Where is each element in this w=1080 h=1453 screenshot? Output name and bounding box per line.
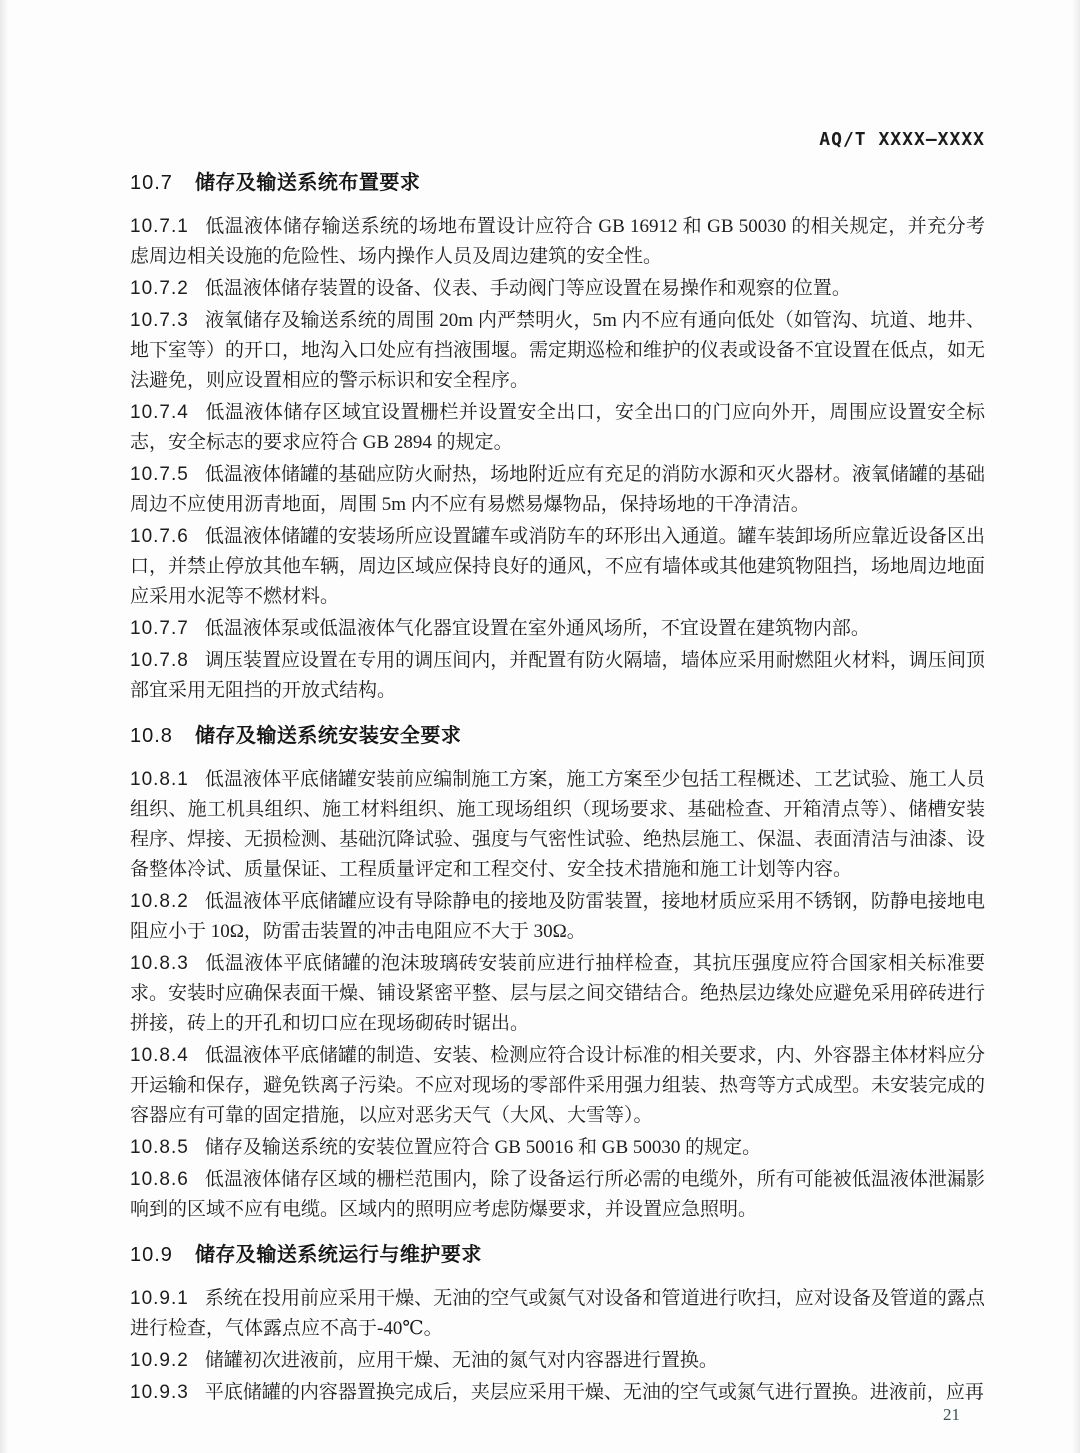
clause-text: 低温液体泵或低温液体气化器宜设置在室外通风场所，不宜设置在建筑物内部。 [204, 618, 870, 639]
page-number: 21 [943, 1405, 960, 1424]
clause [130, 460, 985, 520]
clause-text: 低温液体储存装置的设备、仪表、手动阀门等应设置在易操作和观察的位置。 [204, 278, 851, 299]
clause-number: 10.7.3 [130, 310, 189, 331]
clause-text: 系统在投用前应采用干燥、无油的空气或氮气对设备和管道进行吹扫，应对设备及管道的露点进行检查，气体露点应不高于-40℃。 [130, 1288, 985, 1339]
clause-text: 低温液体储罐的安装场所应设置罐车或消防车的环形出入通道。罐车装卸场所应靠近设备区出口，并禁止停放其他车辆，周边区域应保持良好的通风，不应有墙体或其他建筑物阻挡，场地周边地面应采用水泥等不燃材料。 [130, 526, 986, 607]
section-title: 储存及输送系统安装安全要求 [194, 725, 462, 747]
clause [130, 949, 985, 1039]
section-number: 10.9 [130, 1244, 173, 1266]
clause-text: 储罐初次进液前，应用干燥、无油的氮气对内容器进行置换。 [204, 1350, 718, 1371]
clause-text: 低温液体储存区域宜设置栅栏并设置安全出口，安全出口的门应向外开，周围应设置安全标志，安全标志的要求应符合 GB 2894 的规定。 [130, 402, 985, 453]
clause [130, 887, 985, 947]
section-number: 10.7 [130, 172, 173, 194]
standard-code-header: AQ/T XXXX—XXXX [819, 129, 985, 150]
clause [130, 212, 985, 272]
clause [130, 646, 985, 706]
clause [130, 398, 985, 458]
clause-number: 10.8.2 [130, 891, 189, 912]
clause-number: 10.7.2 [130, 278, 189, 299]
clause-number: 10.7.1 [130, 216, 189, 237]
page-content [130, 128, 985, 1410]
section-heading [130, 1240, 985, 1270]
section-title: 储存及输送系统运行与维护要求 [194, 1244, 482, 1266]
clause [130, 522, 985, 612]
clause-number: 10.7.6 [130, 526, 189, 547]
clause-text: 调压装置应设置在专用的调压间内，并配置有防火隔墙，墙体应采用耐燃阻火材料，调压间顶部宜采用无阻挡的开放式结构。 [130, 650, 985, 701]
clause-number: 10.8.5 [130, 1137, 189, 1158]
clause [130, 765, 985, 885]
clause-text: 低温液体平底储罐应设有导除静电的接地及防雷装置，接地材质应采用不锈钢，防静电接地电阻应小于 10Ω，防雷击装置的冲击电阻应不大于 30Ω。 [130, 891, 985, 942]
clause-text: 低温液体平底储罐的泡沫玻璃砖安装前应进行抽样检查，其抗压强度应符合国家相关标准要求。安装时应确保表面干燥、铺设紧密平整、层与层之间交错结合。绝热层边缘处应避免采用碎砖进行拼接，砖上的开孔和切口应在现场砌砖时锯出。 [130, 953, 986, 1034]
clause-number: 10.9.2 [130, 1350, 189, 1371]
clause-number: 10.7.7 [130, 618, 189, 639]
section-heading [130, 721, 985, 751]
clause [130, 614, 985, 644]
clause [130, 1133, 985, 1163]
section-title: 储存及输送系统布置要求 [194, 172, 421, 194]
clause-text: 平底储罐的内容器置换完成后，夹层应采用干燥、无油的空气或氮气进行置换。进液前，应再 [204, 1382, 984, 1403]
clause [130, 306, 985, 396]
clause-text: 液氧储存及输送系统的周围 20m 内严禁明火，5m 内不应有通向低处（如管沟、坑道、地井、地下室等）的开口，地沟入口处应有挡液围堰。需定期巡检和维护的仪表或设备不宜设置在低点，如无法避免，则应设置相应的警示标识和安全程序。 [130, 310, 986, 391]
clause [130, 1041, 985, 1131]
clause-text: 低温液体储存输送系统的场地布置设计应符合 GB 16912 和 GB 50030 的相关规定，并充分考虑周边相关设施的危险性、场内操作人员及周边建筑的安全性。 [130, 216, 985, 267]
clause-text: 低温液体平底储罐的制造、安装、检测应符合设计标准的相关要求，内、外容器主体材料应分开运输和保存，避免铁离子污染。不应对现场的零部件采用强力组装、热弯等方式成型。未安装完成的容器应有可靠的固定措施，以应对恶劣天气（大风、大雪等）。 [130, 1045, 986, 1126]
clause-number: 10.9.1 [130, 1288, 189, 1309]
section-number: 10.8 [130, 725, 173, 747]
clause [130, 1284, 985, 1344]
clause-number: 10.7.5 [130, 464, 189, 485]
clause-number: 10.8.4 [130, 1045, 189, 1066]
clause [130, 274, 985, 304]
clause-number: 10.8.6 [130, 1169, 189, 1190]
clause-number: 10.9.3 [130, 1382, 189, 1403]
clause-number: 10.7.4 [130, 402, 189, 423]
clause-number: 10.7.8 [130, 650, 189, 671]
clause [130, 1346, 985, 1376]
clause-text: 低温液体储存区域的栅栏范围内，除了设备运行所必需的电缆外，所有可能被低温液体泄漏影响到的区域不应有电缆。区域内的照明应考虑防爆要求，并设置应急照明。 [130, 1169, 985, 1220]
section-heading [130, 168, 985, 198]
clause-text: 低温液体平底储罐安装前应编制施工方案，施工方案至少包括工程概述、工艺试验、施工人员组织、施工机具组织、施工材料组织、施工现场组织（现场要求、基础检查、开箱清点等）、储槽安装程序、焊接、无损检测、基础沉降试验、强度与气密性试验、绝热层施工、保温、表面清洁与油漆、设备整体冷试、质量保证、工程质量评定和工程交付、安全技术措施和施工计划等内容。 [130, 769, 986, 880]
clause-text: 储存及输送系统的安装位置应符合 GB 50016 和 GB 50030 的规定。 [204, 1137, 762, 1158]
clause-number: 10.8.3 [130, 953, 189, 974]
clause [130, 1165, 985, 1225]
clause-text: 低温液体储罐的基础应防火耐热，场地附近应有充足的消防水源和灭火器材。液氧储罐的基础周边不应使用沥青地面，周围 5m 内不应有易燃易爆物品，保持场地的干净清洁。 [130, 464, 985, 515]
clause [130, 1378, 985, 1408]
clause-number: 10.8.1 [130, 769, 189, 790]
